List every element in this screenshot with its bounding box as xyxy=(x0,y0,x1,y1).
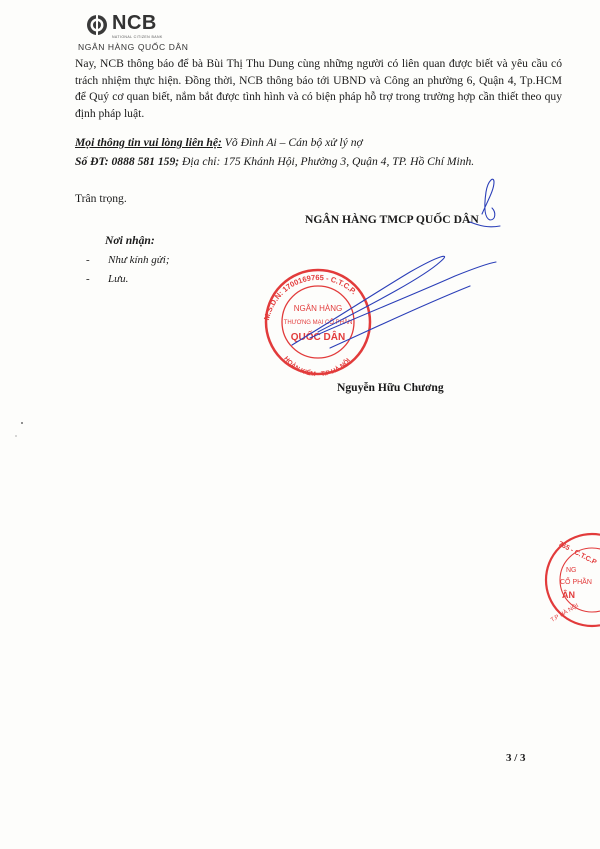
seam-seal-outer-ring xyxy=(546,534,600,626)
seam-seal-line-3: ÂN xyxy=(562,590,575,600)
seam-seal xyxy=(546,534,600,626)
seam-seal-inner-ring xyxy=(560,548,600,612)
scan-speck xyxy=(15,435,16,436)
contact-label: Mọi thông tin vui lòng liên hệ: xyxy=(75,136,222,149)
contact-block xyxy=(75,133,474,171)
signer-name: Nguyễn Hữu Chương xyxy=(337,381,444,394)
seal-outer-ring xyxy=(266,270,370,374)
seal-ring-text: M.S.D.N: 1700169765 - C.T.C.P. xyxy=(261,272,359,322)
recipient-item-text: Như kính gửi; xyxy=(108,254,170,266)
closing-regards: Trân trọng. xyxy=(75,192,127,205)
ncb-logo xyxy=(78,12,198,52)
recipients-title: Nơi nhận: xyxy=(105,234,155,247)
ncb-logo-icon xyxy=(86,14,108,36)
seal-line-1: NGÂN HÀNG xyxy=(293,304,343,313)
handwritten-signature xyxy=(292,179,500,348)
seal-line-3: QUỐC DÂN xyxy=(290,332,346,343)
logo-vietnamese: NGÂN HÀNG QUỐC DÂN xyxy=(78,42,189,52)
recipient-item-text: Lưu. xyxy=(108,273,129,285)
seam-seal-ring-bottom: T.P HÀ NỘI xyxy=(550,603,580,624)
body-paragraph: Nay, NCB thông báo để bà Bùi Thị Thu Dung cùng những người có liên quan được biết và yêu cầu có trách nhiệm thực hiện. Đồng thời, NCB thông báo tới UBND và Công an phường 6, Quận 4, Tp.HCM để Quý cơ quan biết, nắm bắt được tình hình và có biện pháp hỗ trợ trong trường hợp cần thiết theo quy định pháp luật. xyxy=(75,57,562,120)
seam-seal-line-2: CỔ PHẦN xyxy=(560,579,592,586)
logo-text: NCB xyxy=(112,12,157,34)
contact-line-1 xyxy=(75,133,474,152)
recipient-item: - Lưu. xyxy=(86,273,129,285)
recipients-list xyxy=(86,251,170,289)
contact-person: Võ Đình Ai – Cán bộ xử lý nợ xyxy=(224,136,363,149)
contact-phone: Số ĐT: 0888 581 159; xyxy=(75,155,180,168)
logo-subtitle: NATIONAL CITIZEN BANK xyxy=(112,35,163,39)
seam-seal-line-1: NG xyxy=(566,567,577,574)
page-number: 3 / 3 xyxy=(506,752,526,764)
recipient-item: - Như kính gửi; xyxy=(86,254,170,266)
scan-speck xyxy=(21,422,23,424)
seal-ring-bottom: HOÀN KIẾM - T.P HÀ NỘI xyxy=(282,355,353,379)
contact-address: Địa chỉ: 175 Khánh Hội, Phường 3, Quận 4, TP. Hồ Chí Minh. xyxy=(182,155,475,168)
contact-line-2 xyxy=(75,152,474,171)
seam-seal-ring-text: 765 - C.T.C.P xyxy=(557,540,598,567)
seal-line-2: THƯƠNG MẠI CỔ PHẦN xyxy=(283,320,353,326)
seal-inner-ring xyxy=(282,286,354,358)
bank-name: NGÂN HÀNG TMCP QUỐC DÂN xyxy=(305,213,479,226)
company-seal xyxy=(262,270,370,378)
